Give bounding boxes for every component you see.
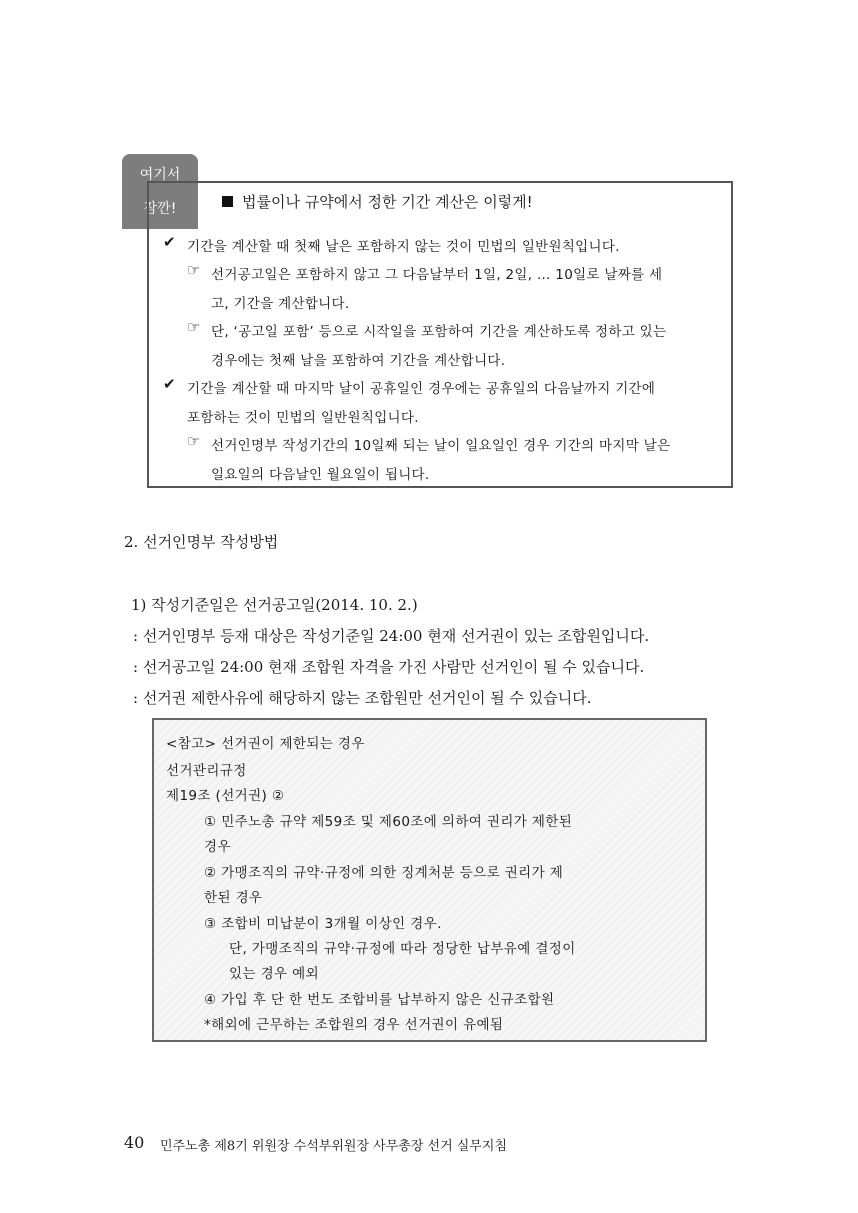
callout-title — [222, 191, 533, 212]
reference-line-4: ① 민주노총 규약 제59조 및 제60조에 의하여 권리가 제한된 — [204, 814, 573, 830]
reference-line-9: 단, 가맹조직의 규약·규정에 따라 정당한 납부유예 결정이 — [229, 941, 576, 957]
reference-line-11: ④ 가입 후 단 한 번도 조합비를 납부하지 않은 신규조합원 — [204, 992, 555, 1008]
bullet-1: : 선거인명부 등재 대상은 작성기준일 24:00 현재 선거권이 있는 조합원입니다. — [133, 627, 650, 645]
reference-line-5: 경우 — [204, 839, 231, 855]
subsection-title: 1) 작성기준일은 선거공고일(2014. 10. 2.) — [131, 596, 418, 614]
footer-text: 민주노총 제8기 위원장 수석부위원장 사무총장 선거 실무지침 — [160, 1139, 508, 1154]
reference-line-10: 있는 경우 예외 — [229, 966, 320, 982]
callout-item-1-sub-2-line-1: 단, ‘공고일 포함’ 등으로 시작일을 포함하여 기간을 계산하도록 정하고 있는 — [211, 324, 667, 340]
callout-item-2-line-1: 기간을 계산할 때 마지막 날이 공휴일인 경우에는 공휴일의 다음날까지 기간에 — [187, 381, 656, 397]
bullet-3: : 선거권 제한사유에 해당하지 않는 조합원만 선거인이 될 수 있습니다. — [133, 689, 592, 707]
reference-line-2: 선거관리규정 — [166, 763, 247, 779]
page-number: 40 — [124, 1133, 145, 1152]
reference-line-3: 제19조 (선거권) ② — [166, 788, 285, 804]
reference-line-12: *해외에 근무하는 조합원의 경우 선거권이 유예됨 — [204, 1017, 504, 1033]
reference-title: <참고> 선거권이 제한되는 경우 — [166, 736, 365, 752]
callout-item-1-sub-2-line-2: 경우에는 첫째 날을 포함하여 기간을 계산합니다. — [211, 353, 506, 369]
callout-item-1-sub-1-line-2: 고, 기간을 계산합니다. — [211, 296, 350, 312]
reference-line-7: 한된 경우 — [204, 890, 263, 906]
pointing-hand-icon: ☞ — [187, 432, 201, 450]
callout-item-1: 기간을 계산할 때 첫째 날은 포함하지 않는 것이 민법의 일반원칙입니다. — [187, 239, 620, 255]
section-heading: 2. 선거인명부 작성방법 — [124, 533, 279, 551]
callout-title-text: 법률이나 규약에서 정한 기간 계산은 이렇게! — [242, 193, 533, 211]
callout-item-2-sub-1-line-2: 일요일의 다음날인 월요일이 됩니다. — [211, 467, 430, 483]
callout-item-2-sub-1-line-1: 선거인명부 작성기간의 10일째 되는 날이 일요일인 경우 기간의 마지막 날은 — [211, 438, 671, 454]
bullet-2: : 선거공고일 24:00 현재 조합원 자격을 가진 사람만 선거인이 될 수 있습니다. — [133, 658, 645, 676]
pointing-hand-icon: ☞ — [187, 318, 201, 336]
callout-item-2-line-2: 포함하는 것이 민법의 일반원칙입니다. — [187, 410, 419, 426]
reference-line-8: ③ 조합비 미납분이 3개월 이상인 경우. — [204, 916, 442, 932]
callout-tab-line1: 여기서 — [139, 167, 181, 183]
reference-line-6: ② 가맹조직의 규약·규정에 의한 징계처분 등으로 권리가 제 — [204, 865, 564, 881]
callout-tab-line2: 잠깐! — [143, 201, 177, 217]
check-icon: ✔ — [163, 375, 176, 393]
callout-item-1-sub-1-line-1: 선거공고일은 포함하지 않고 그 다음날부터 1일, 2일, … 10일로 날짜를 세 — [211, 267, 663, 283]
check-icon: ✔ — [163, 233, 176, 251]
square-bullet-icon — [222, 196, 233, 207]
pointing-hand-icon: ☞ — [187, 261, 201, 279]
